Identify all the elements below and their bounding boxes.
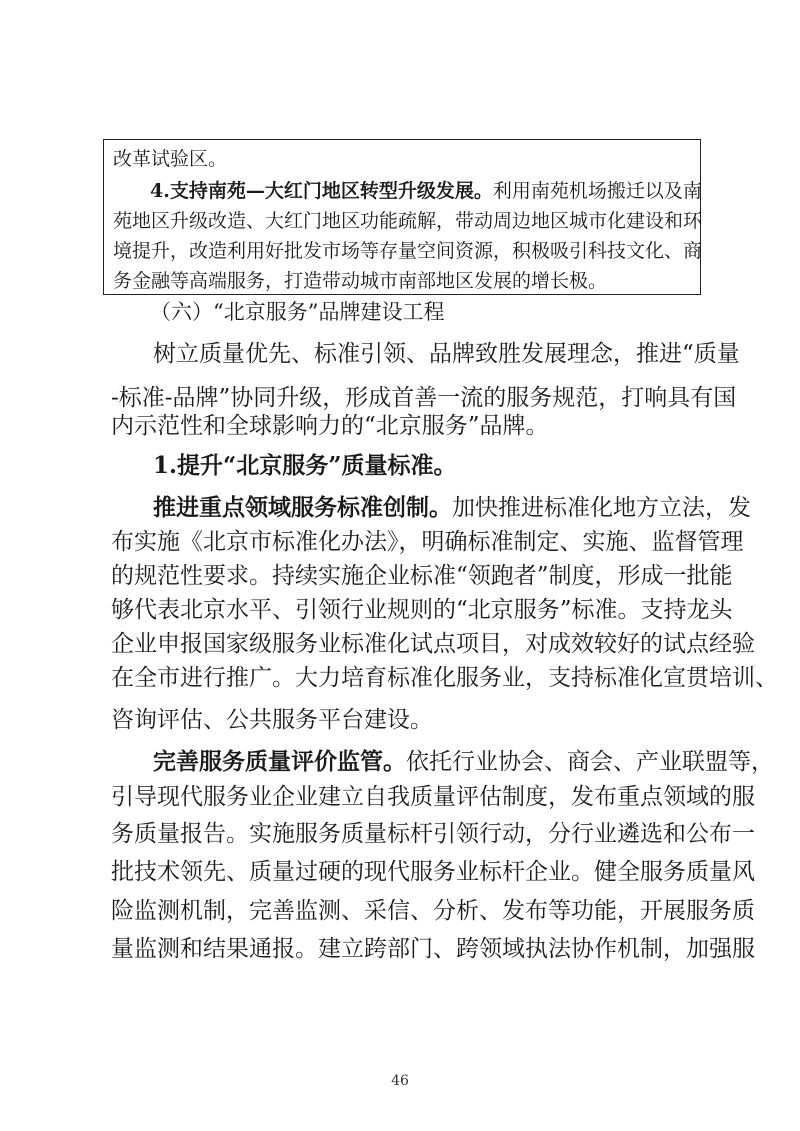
para1-line-4: 够代表北京水平、引领行业规则的“北京服务”标准。支持龙头	[111, 597, 733, 623]
para1-line-1	[153, 493, 751, 523]
para2-line-4: 批技术领先、质量过硬的现代服务业标杆企业。健全服务质量风	[111, 859, 755, 885]
box-item-4-line-3: 境提升，改造利用好批发市场等存量空间资源，积极吸引科技文化、商	[113, 240, 703, 262]
para2-line-6: 量监测和结果通报。建立跨部门、跨领域执法协作机制，加强服	[111, 936, 755, 962]
box-item-4-line-2: 苑地区升级改造、大红门地区功能疏解，带动周边地区城市化建设和环	[113, 210, 703, 232]
para1-line-2: 布实施《北京市标准化办法》，明确标准制定、实施、监督管理	[111, 529, 744, 555]
intro-line-1: 树立质量优先、标准引领、品牌致胜发展理念，推进“质量	[153, 341, 740, 367]
para1-line-6: 在全市进行推广。大力培育标准化服务业，支持标准化宣贯培训、	[111, 665, 778, 691]
para2-line-3: 务质量报告。实施服务质量标杆引领行动，分行业遴选和公布一	[111, 821, 755, 847]
intro-line-3: 内示范性和全球影响力的“北京服务”品牌。	[111, 413, 549, 439]
box-item-4-line-1-rest: 利用南苑机场搬迁以及南	[492, 180, 702, 202]
para1-line-1-rest: 加快推进标准化地方立法，发	[452, 495, 751, 521]
subheading: 1.提升“北京服务”质量标准。	[153, 452, 457, 479]
box-item-4-title: 4.支持南苑—大红门地区转型升级发展。	[150, 180, 493, 202]
box-line-1: 改革试验区。	[113, 148, 228, 170]
intro-line-2: -标准-品牌”协同升级，形成首善一流的服务规范，打响具有国	[111, 385, 737, 411]
para2-line-2: 引导现代服务业企业建立自我质量评估制度，发布重点领域的服	[111, 784, 755, 810]
para1-lead: 推进重点领域服务标准创制。	[153, 494, 452, 521]
box-item-4-line-4: 务金融等高端服务，打造带动城市南部地区发展的增长极。	[113, 270, 608, 292]
para2-line-1-rest: 依托行业协会、商会、产业联盟等，	[406, 749, 774, 775]
para2-line-5: 险监测机制，完善监测、采信、分析、发布等功能，开展服务质	[111, 898, 755, 924]
para1-line-3: 的规范性要求。持续实施企业标准“领跑者”制度，形成一批能	[111, 563, 733, 589]
para1-line-7: 咨询评估、公共服务平台建设。	[111, 707, 433, 733]
box-item-4-line-1	[150, 176, 702, 206]
para2-lead: 完善服务质量评价监管。	[153, 748, 406, 775]
page-number: 46	[391, 1073, 409, 1089]
para2-line-1	[153, 747, 774, 777]
section-heading: （六）“北京服务”品牌建设工程	[150, 300, 445, 324]
para1-line-5: 企业申报国家级服务业标准化试点项目，对成效较好的试点经验	[111, 631, 755, 657]
